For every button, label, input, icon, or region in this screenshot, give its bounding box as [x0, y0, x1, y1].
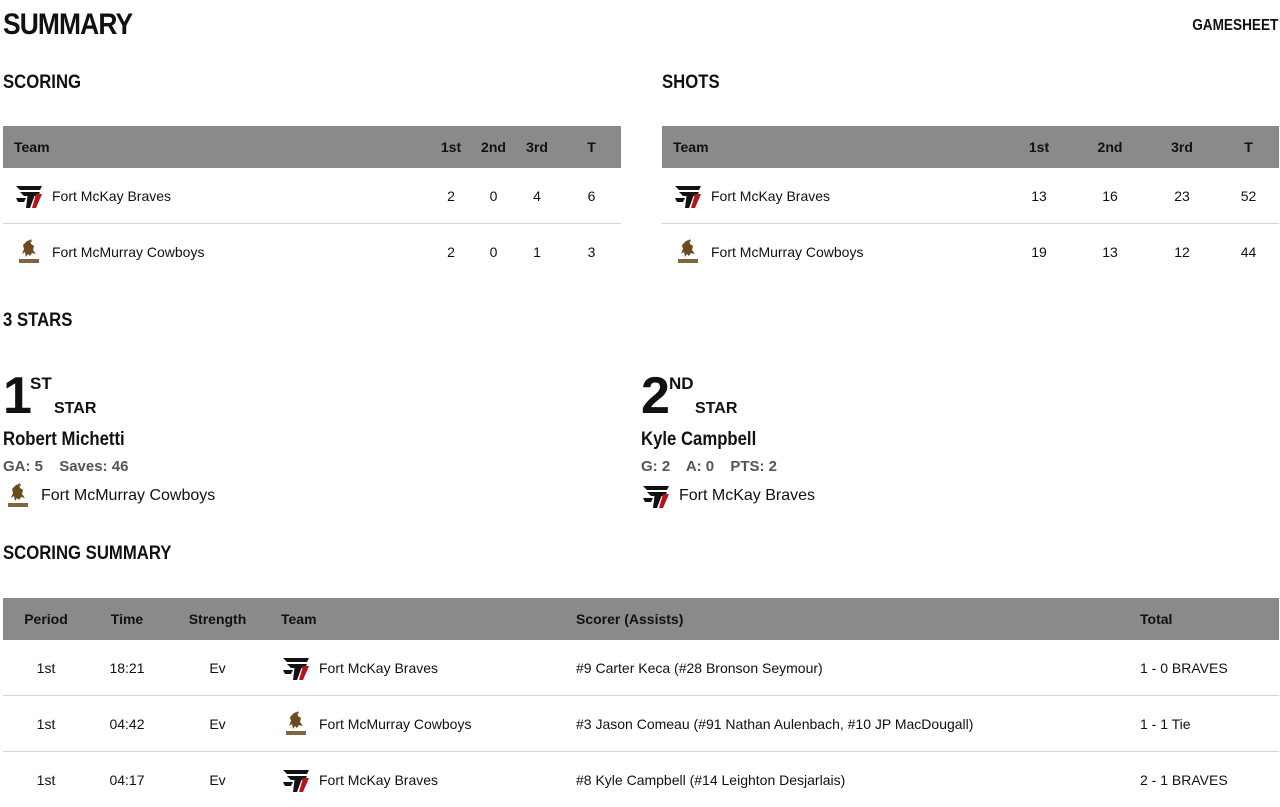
table-row [3, 640, 1279, 696]
star-stat: GA: 5 [3, 458, 44, 475]
period-2-goals: 0 [475, 168, 512, 224]
shots-title: SHOTS [662, 72, 720, 93]
star-stats [3, 458, 140, 475]
goal-scorer: #9 Carter Keca (#28 Bronson Seymour) [565, 640, 1129, 696]
table-row [3, 752, 1279, 807]
period-1-goals: 2 [447, 243, 455, 260]
col-3rd: 3rd [526, 139, 548, 155]
scoring-summary-title: SCORING SUMMARY [3, 543, 172, 564]
col-scorer: Scorer (Assists) [576, 611, 684, 627]
star-number: 2 [641, 367, 670, 425]
table-row [662, 168, 1279, 224]
three-stars-title: 3 STARS [3, 310, 73, 331]
total-shots: 52 [1218, 168, 1279, 224]
goal-scorer: #8 Kyle Campbell (#14 Leighton Desjarlais) [576, 771, 846, 788]
table-row [3, 224, 621, 280]
star-player-name[interactable]: Robert Michetti [3, 429, 125, 450]
period-1-goals: 2 [427, 168, 475, 224]
col-3rd: 3rd [1171, 139, 1193, 155]
goal-time: 18:21 [89, 640, 165, 696]
col-1st: 1st [1028, 139, 1050, 155]
goal-strength: Ev [209, 771, 226, 788]
star-stats [641, 458, 789, 475]
braves-logo-icon [673, 182, 703, 210]
goal-scorer: #3 Jason Comeau (#91 Nathan Aulenbach, #10 JP MacDougall) [565, 696, 1129, 752]
col-total: T [1244, 139, 1253, 155]
gamesheet-link[interactable]: GAMESHEET [1191, 17, 1278, 34]
period-2-goals: 0 [489, 243, 498, 260]
star-team-name[interactable]: Fort McKay Braves [679, 487, 816, 504]
star-stat: PTS: 2 [730, 458, 778, 475]
col-strength: Strength [188, 611, 247, 627]
period-1-shots: 19 [1031, 243, 1047, 260]
team-name[interactable]: Fort McKay Braves [319, 771, 439, 788]
star-team-name[interactable]: Fort McMurray Cowboys [41, 487, 216, 504]
period-3-goals: 4 [512, 168, 562, 224]
team-name[interactable]: Fort McMurray Cowboys [711, 243, 864, 260]
col-time: Time [110, 611, 144, 627]
scoring-table [3, 126, 621, 279]
goal-strength: Ev [165, 640, 270, 696]
shots-header-row [662, 126, 1279, 168]
star-player-name[interactable]: Kyle Campbell [641, 429, 757, 450]
shots-table [662, 126, 1279, 279]
col-team: Team [281, 611, 317, 627]
summary-header-row [3, 598, 1279, 640]
star-number: 1 [3, 367, 32, 425]
period-1-shots: 13 [1004, 168, 1074, 224]
team-name[interactable]: Fort McMurray Cowboys [52, 243, 205, 260]
goal-period: 1st [36, 771, 56, 788]
braves-logo-icon [281, 766, 311, 794]
total-shots: 44 [1240, 243, 1257, 260]
first-star-card [3, 367, 603, 515]
col-period: Period [24, 611, 68, 627]
table-row [3, 168, 621, 224]
star-stat: Saves: 46 [59, 458, 129, 475]
star-stat: G: 2 [641, 458, 671, 475]
period-3-goals: 1 [533, 243, 541, 260]
team-name[interactable]: Fort McKay Braves [711, 187, 831, 204]
team-name[interactable]: Fort McMurray Cowboys [319, 715, 472, 732]
page-title: SUMMARY [3, 8, 133, 41]
goal-period: 1st [3, 696, 89, 752]
goal-time: 04:17 [109, 771, 145, 788]
period-2-shots: 13 [1102, 243, 1118, 260]
goal-total: 1 - 1 Tie [1129, 696, 1279, 752]
scoring-header-row [3, 126, 621, 168]
goal-strength: Ev [165, 696, 270, 752]
cowboys-logo-icon [281, 710, 311, 738]
goal-total: 1 - 0 BRAVES [1129, 640, 1279, 696]
table-row [3, 696, 1279, 752]
col-total: Total [1140, 611, 1173, 627]
braves-logo-icon [641, 482, 671, 510]
second-star-card [641, 367, 1241, 515]
star-team [641, 482, 815, 510]
total-goals: 3 [587, 243, 596, 260]
star-word: STAR [54, 400, 97, 417]
col-2nd: 2nd [1097, 139, 1123, 155]
period-2-shots: 16 [1074, 168, 1146, 224]
cowboys-logo-icon [673, 238, 703, 266]
scoring-title: SCORING [3, 72, 82, 93]
star-word: STAR [695, 400, 738, 417]
period-3-shots: 12 [1174, 243, 1190, 260]
star-stat: A: 0 [685, 458, 715, 475]
col-1st: 1st [440, 139, 462, 155]
col-2nd: 2nd [481, 139, 506, 155]
star-suffix: ST [30, 374, 52, 393]
braves-logo-icon [14, 182, 44, 210]
col-team: Team [673, 139, 709, 155]
col-total: T [587, 139, 596, 155]
star-team [3, 482, 215, 510]
cowboys-logo-icon [14, 238, 44, 266]
team-name[interactable]: Fort McKay Braves [52, 187, 172, 204]
goal-total: 2 - 1 BRAVES [1140, 771, 1228, 788]
goal-period: 1st [3, 640, 89, 696]
period-3-shots: 23 [1146, 168, 1218, 224]
scoring-summary-table [3, 598, 1279, 807]
total-goals: 6 [562, 168, 621, 224]
col-team: Team [14, 139, 50, 155]
braves-logo-icon [281, 654, 311, 682]
team-name[interactable]: Fort McKay Braves [319, 659, 439, 676]
cowboys-logo-icon [3, 482, 33, 510]
goal-time: 04:42 [89, 696, 165, 752]
star-suffix: ND [669, 374, 694, 393]
table-row [662, 224, 1279, 280]
